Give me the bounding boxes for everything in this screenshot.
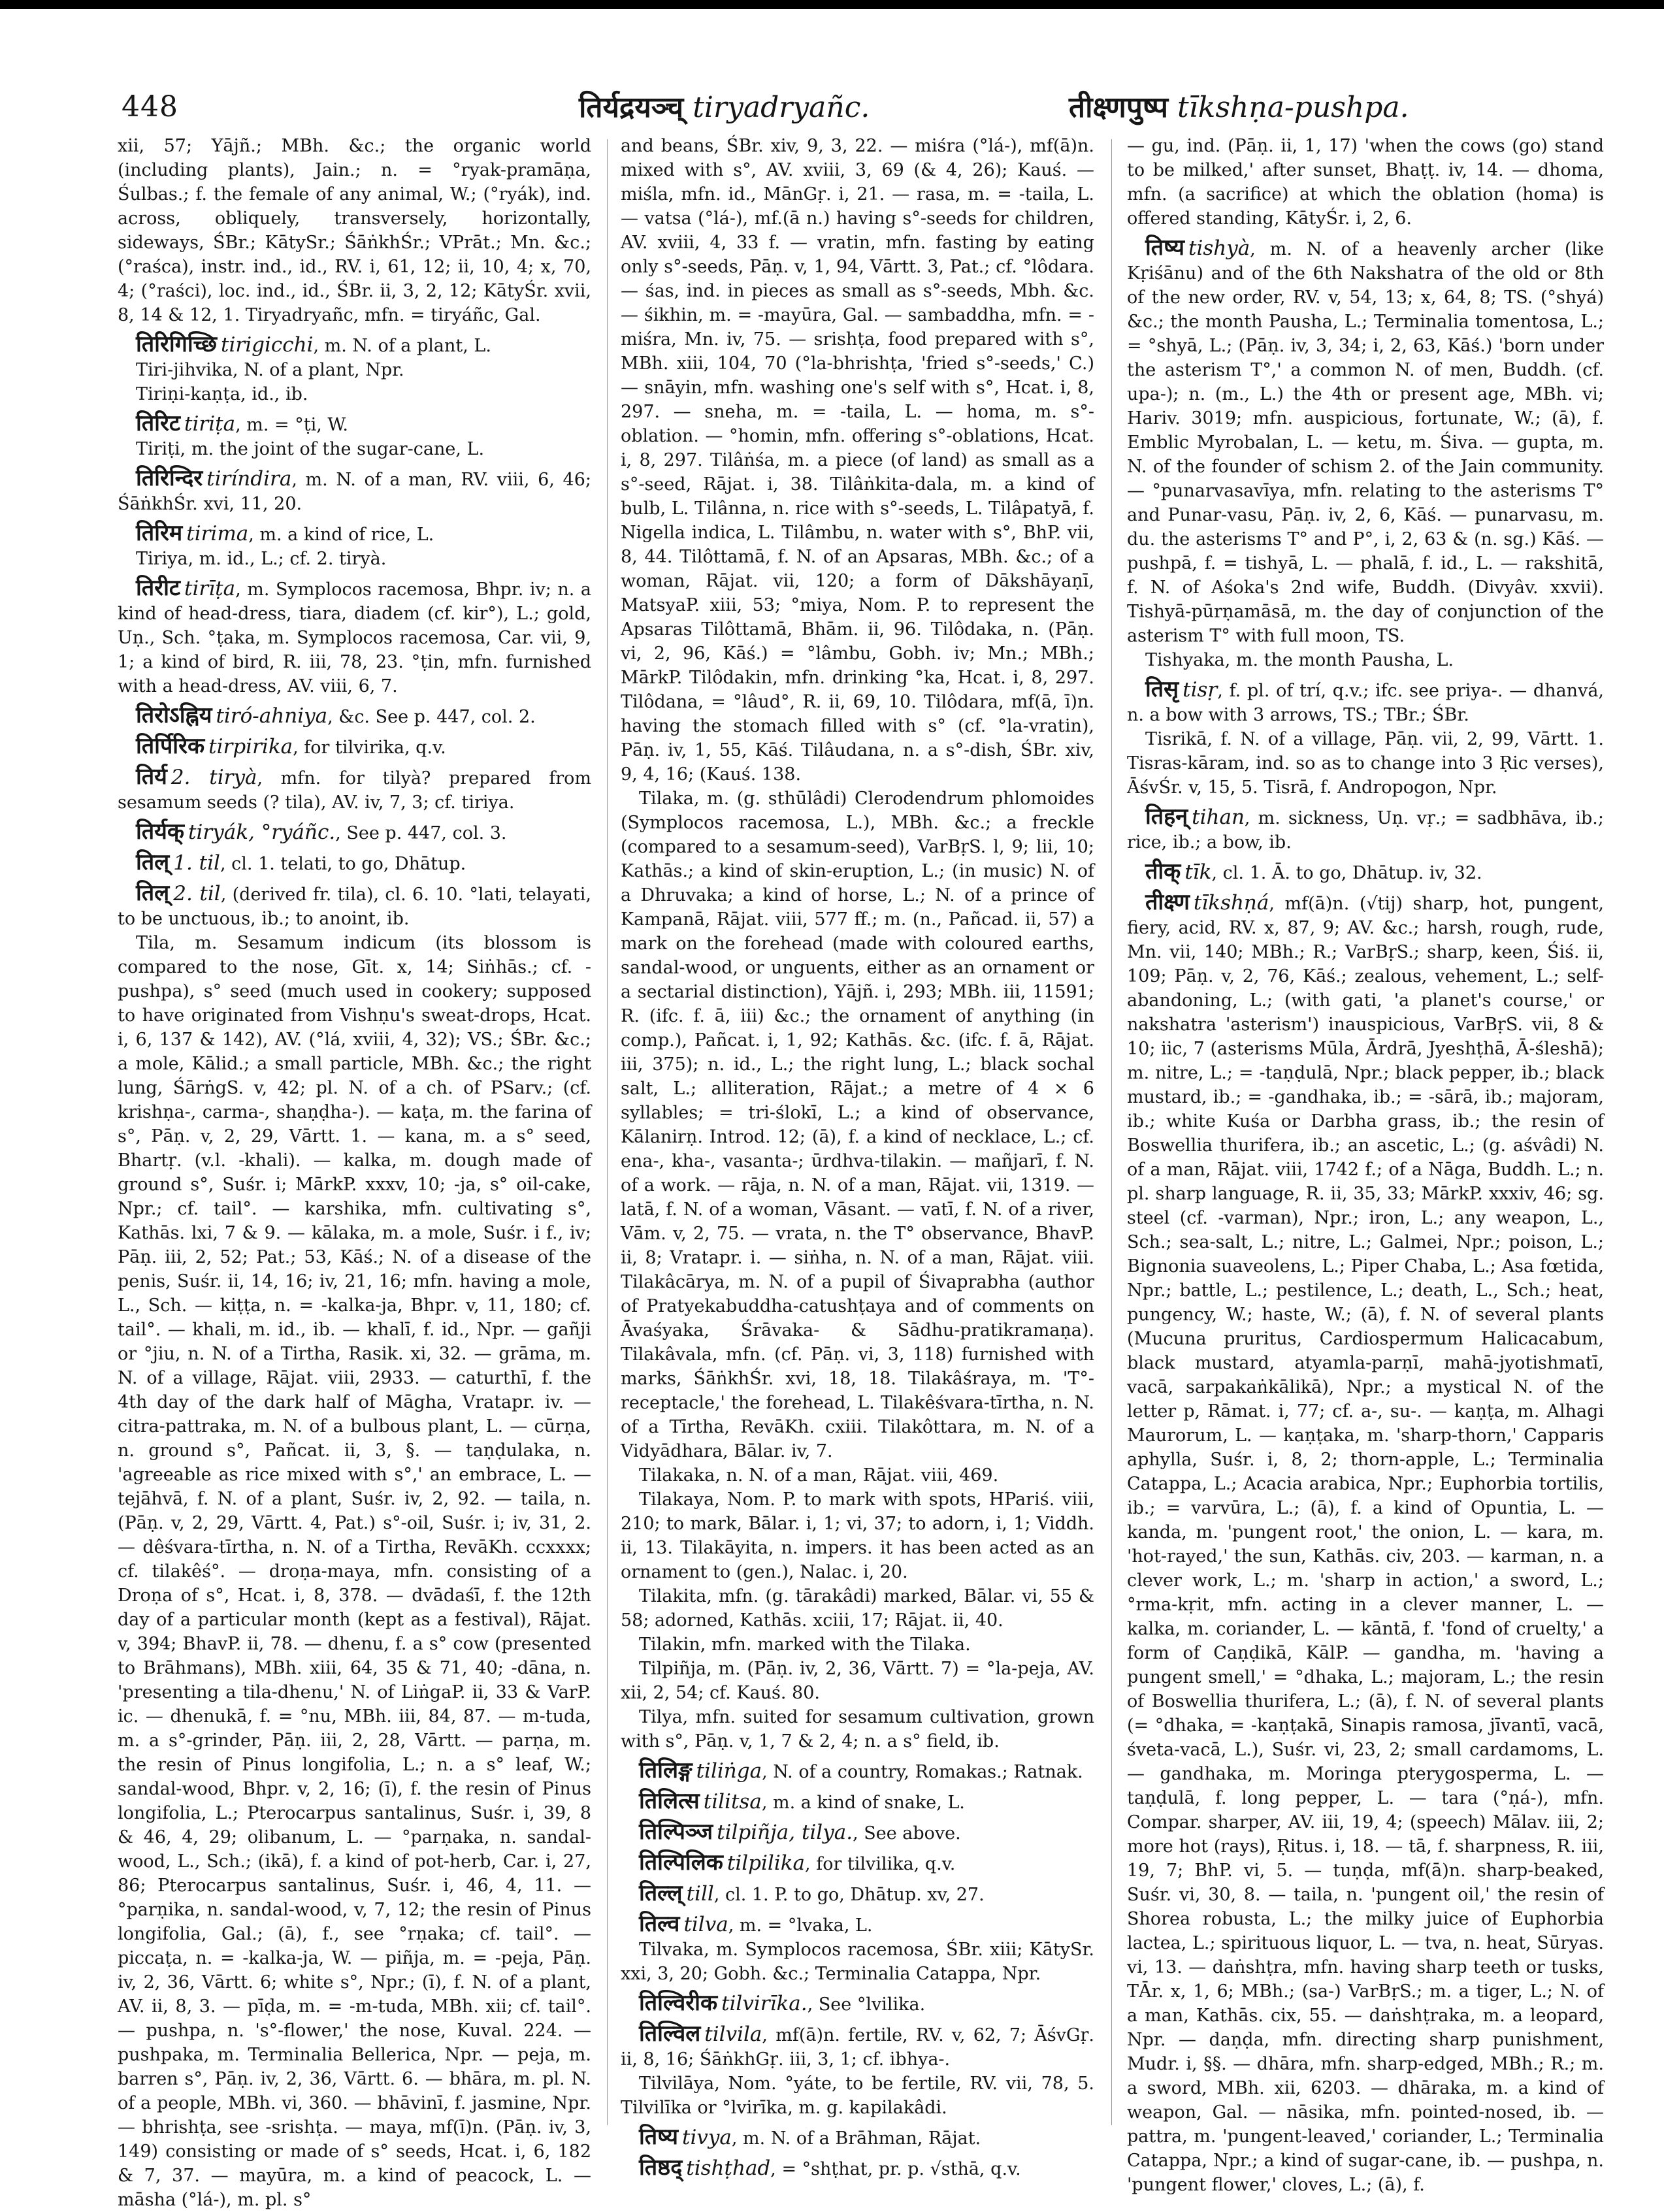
headword-entry: तिल् 1. til, cl. 1. telati, to go, Dhātup.: [136, 849, 466, 875]
headword-entry: तिर्पिरिक tirpirika, for tilvirika, q.v.: [136, 733, 446, 759]
headword-devanagari: तिर्य: [136, 764, 167, 790]
headword-entry: तीक् tīk, cl. 1. Ā. to go, Dhātup. iv, 32.: [1145, 858, 1482, 885]
headword-devanagari: तीक्ष्ण: [1145, 889, 1190, 915]
headword-entry: तिर्यक् tiryák, °ryáñc., See p. 447, col. 3.: [136, 819, 507, 845]
dictionary-entry: xii, 57; Yājñ.; MBh. &c.; the organic world (including plants), Jain.; n. = °ryak-pramāṇa, Śulbas.; f. the female of any animal, W.; (°ryák), ind. across, obliquely, transversely, horizontally, sideways, ŚBr.; KātySr.; ŚāṅkhŚr.; VPrāt.; Mn. &c.; (°raśca), instr. ind., id., RV. i, 61, 12; ii, 10, 4; x, 70, 4; (°raści), loc. ind., id., ŚBr. ii, 3, 2, 12; KātyŚr. xvii, 8, 14 & 12, 1. Tiryadryañc, mfn. = tiryáñc, Gal.: [118, 136, 591, 325]
entry-gloss: m. sickness, Uṇ. vṛ.; = sadbhāva, ib.; rice, ib.; a bow, ib.: [1127, 808, 1604, 853]
entry-gloss: m. a kind of rice, L.: [259, 525, 434, 545]
left-head-translit: tiryadryañc.: [693, 91, 870, 124]
dictionary-entry: Tiri-jihvika, N. of a plant, Npr.: [136, 360, 404, 380]
headword-translit: tilpiñja, tilya.: [717, 1821, 853, 1844]
headword-devanagari: तीक्: [1145, 858, 1181, 885]
dictionary-entry: Tiriṇi-kaṇṭa, id., ib.: [136, 384, 308, 404]
headword-entry: तिष्य tivya, m. N. of a Brāhman, Rājat.: [639, 2124, 981, 2150]
headword-devanagari: तिरोऽह्निय: [136, 702, 212, 728]
dictionary-entry: Tilakaya, Nom. P. to mark with spots, HPariś. viii, 210; to mark, Bālar. i, 1; vi, 37; to adorn, i, 1; Viddh. ii, 13. Tilakāyita, n. impers. it has been acted as an ornament to (gen.), Nalac. i, 20.: [621, 1489, 1094, 1582]
headword-entry: तिरोऽह्निय tiró-ahniya, &c. See p. 447, col. 2.: [136, 702, 536, 728]
dictionary-entry: Tilpiñja, m. (Pāṇ. iv, 2, 36, Vārtt. 7) = °la-peja, AV. xii, 2, 54; cf. Kauś. 80.: [621, 1659, 1094, 1703]
headword-entry: तिल् 2. til, (derived fr. tila), cl. 6. 10. °lati, telayati, to be unctuous, ib.; to anoint, ib.: [118, 880, 591, 929]
dictionary-entry: Tila, m. Sesamum indicum (its blossom is compared to the nose, Gīt. x, 14; Siṅhās.; cf. -pushpa), s° seed (much used in cookery; supposed to have originated from Vishṇu's sweat-drops, Hcat. i, 6, 137 & 142), AV. (°lá, xviii, 4, 32); VS.; ŚBr. &c.; a mole, Kālid.; a small particle, MBh. &c.; the right lung, ŚārṅgS. v, 42; pl. N. of a ch. of PSarv.; (cf. krishṇa-, carma-, shaṇḍha-). — kaṭa, m. the farina of s°, Pāṇ. v, 2, 29, Vārtt. 1. — kana, m. a s° seed, Bhartṛ. (v.l. -khali). — kalka, m. dough made of ground s°, Suśr. i; MārkP. xxxv, 10; -ja, s° oil-cake, Npr.; cf. tail°. — karshika, mfn. cultivating s°, Kathās. lxi, 7 & 9. — kālaka, m. a mole, Suśr. i f., iv; Pāṇ. iii, 2, 52; Pat.; 53, Kāś.; N. of a disease of the penis, Suśr. ii, 14, 16; iv, 21, 16; mfn. having a mole, L., Sch. — kiṭṭa, n. = -kalka-ja, Bhpr. v, 11, 180; cf. tail°. — khali, m. id., ib. — khalī, f. id., Npr. — gañji or °jiu, n. N. of a Tirtha, Rasik. xi, 32. — grāma, m. N. of a village, Rājat. viii, 2933. — caturthī, f. the 4th day of the dark half of Māgha, Vratapr. iv. — citra-pattraka, m. N. of a bulbous plant, L. — cūrṇa, n. ground s°, Pañcat. ii, 3, §. — taṇḍulaka, n. 'agreeable as rice mixed with s°,' an embrace, L. — tejāhvā, f. N. of a plant, Suśr. iv, 2, 92. — taila, n. (Pāṇ. v, 2, 29, Vārtt. 4, Pat.) s°-oil, Suśr. i; iv, 31, 2. — dêśvara-tīrtha, n. N. of a Tirtha, RevāKh. ccxxxx; cf. tilakêś°. — droṇa-maya, mfn. consisting of a Droṇa of s°, Hcat. i, 8, 378. — dvādaśī, f. the 12th day of a particular month (kept as a festival), Rājat. v, 394; BhavP. ii, 78. — dhenu, f. a s° cow (presented to Brāhmans), MBh. xiii, 64, 35 & 71, 40; -dāna, n. 'presenting a tila-dhenu,' N. of LiṅgaP. ii, 33 & VarP. ic. — dhenukā, f. = °nu, MBh. iii, 84, 87. — m-tuda, m. a s°-grinder, Pāṇ. iii, 2, 28, Vārtt. — parṇa, m. the resin of Pinus longifolia, L.; n. a s° leaf, W.; sandal-wood, Bhpr. v, 2, 16; (ī), f. the resin of Pinus longifolia, L.; Pterocarpus santalinus, Suśr. i, 39, 8 & 46, 4, 29; olibanum, L. — °parṇaka, n. sandal-wood, L., Sch.; (ikā), f. a kind of pot-herb, Car. i, 27, 86; Pterocarpus santalinus, Suśr. i, 46, 4, 11. — °parṇika, n. sandal-wood, v, 7, 12; the resin of Pinus longifolia, Gal.; (ā), f., see °rṇaka; cf. tail°. — piccaṭa, n. = -kalka-ja, W. — piñja, m. = -peja, Pāṇ. iv, 2, 36, Vārtt. 6; white s°, Npr.; (ī), f. N. of a plant, AV. ii, 8, 3. — pīḍa, m. = -m-tuda, MBh. xii; cf. tail°. — pushpa, n. 's°-flower,' the nose, Kuval. 224. — pushpaka, m. Terminalia Bellerica, Npr. — peja, m. barren s°, Pāṇ. iv, 2, 36, Vārtt. 6. — bhāra, m. pl. N. of a people, MBh. vi, 360. — bhāvinī, f. jasmine, Npr. — bhrishṭa, see -srishṭa. — maya, mf(ī)n. (Pāṇ. iv, 3, 149) consisting or made of s° seeds, Hcat. i, 6, 182 & 7, 37. — mayūra, m. a kind of peacock, L. — māsha (°lá-), m. pl. s°: [118, 933, 591, 2210]
entry-gloss: cl. 1. Ā. to go, Dhātup. iv, 32.: [1222, 863, 1482, 883]
headword-translit: tishṭhad: [686, 2156, 771, 2180]
dictionary-entry: Tiriya, m. id., L.; cf. 2. tiryà.: [136, 549, 387, 569]
entry-gloss: = °shṭhat, pr. p. √sthā, q.v.: [781, 2159, 1021, 2179]
headword-devanagari: तिष्य: [1145, 235, 1184, 261]
headword-devanagari: तिल्पिलिक: [639, 1849, 723, 1876]
headword-devanagari: तिर्यक्: [136, 819, 185, 845]
headword-entry: तिलित्स tilitsa, m. a kind of snake, L.: [639, 1788, 965, 1814]
entry-gloss: mf(ā)n. fertile, RV. v, 62, 7; ĀśvGṛ. ii, 8, 16; ŚāṅkhGṛ. iii, 3, 1; cf. ibhya-.: [621, 2025, 1094, 2070]
headword-entry: तिल्पिलिक tilpilika, for tilvilika, q.v.: [639, 1849, 956, 1876]
headword-entry: तिरिट tiriṭa, m. = °ṭi, W.: [136, 410, 349, 436]
headword-translit: tiryák, °ryáñc.: [188, 821, 336, 844]
entry-gloss: m. Symplocos racemosa, Bhpr. iv; n. a kind of head-dress, tiara, diadem (cf. kir°), L.; gold, Uṇ., Sch. °ṭaka, m. Symplocos racemosa, Car. vii, 9, 1; a kind of bird, R. iii, 78, 23. °ṭin, mfn. furnished with a head-dress, AV. viii, 6, 7.: [118, 579, 591, 696]
headword-devanagari: तिरिट: [136, 410, 181, 436]
headword-translit: tīkshṇá: [1193, 891, 1269, 915]
dictionary-entry: Tilaka, m. (g. sthūlâdi) Clerodendrum phlomoides (Symplocos racemosa, L.), MBh. &c.; a freckle (compared to a sesamum-seed), VarBṛS. l, 9; lii, 10; Kathās.; a kind of skin-eruption, L.; (in music) N. of a Dhruvaka; a kind of horse, L.; N. of a prince of Kampanā, Rājat. viii, 577 ff.; m. (n., Pañcad. ii, 57) a mark on the forehead (made with coloured earths, sandal-wood, or unguents, either as an ornament or a sectarial distinction), Yājñ. i, 293; MBh. iii, 11591; R. (ifc. f. ā, iii) &c.; the ornament of anything (in comp.), Pañcat. i, 1, 92; Kathās. &c. (ifc. f. ā, Rājat. iii, 375); n. id., L.; the right lung, L.; black sochal salt, L.; alliteration, Rājat.; a metre of 4 × 6 syllables; = tri-ślokī, L.; a kind of observance, Kālanirṇ. Introd. 12; (ā), f. a kind of necklace, L.; cf. ena-, kha-, vasanta-; ūrdhva-tilakin. — mañjarī, f. N. of a work. — rāja, n. N. of a man, Rājat. vii, 1319. — latā, f. N. of a woman, Vāsant. — vatī, f. N. of a river, Vām. v, 2, 75. — vrata, n. the T° observance, BhavP. ii, 8; Vratapr. i. — siṅha, n. N. of a man, Rājat. viii. Tilakâcārya, m. N. of a pupil of Śivaprabha (author of Pratyekabuddha-catushṭaya and of comments on Āvaśyaka, Śrāvaka- & Sādhu-pratikramaṇa). Tilakâvala, mfn. (cf. Pāṇ. vi, 3, 118) furnished with marks, ŚāṅkhŚr. xvi, 18, 18. Tilakâśraya, m. 'T°-receptacle,' the forehead, L. Tilakêśvara-tīrtha, n. N. of a Tīrtha, RevāKh. cxiii. Tilakôttara, m. N. of a Vidyādhara, Bālar. iv, 7.: [621, 789, 1094, 1461]
headword-translit: tiriṭa: [184, 412, 236, 436]
headword-devanagari: तिल्: [136, 880, 170, 906]
column-divider: [607, 139, 608, 2125]
entry-gloss: m. N. of a Brāhman, Rājat.: [743, 2128, 981, 2149]
entry-gloss: for tilvilika, q.v.: [816, 1854, 956, 1874]
headword-translit: tiríndira: [206, 467, 292, 491]
headword-translit: tilvirīka.: [721, 1992, 808, 2015]
left-head-devanagari: तिर्यद्रयञ्च्: [579, 91, 684, 124]
entry-gloss: cl. 1. telati, to go, Dhātup.: [231, 854, 466, 874]
headword-devanagari: तिरिम: [136, 520, 183, 546]
dictionary-entry: Tilvilāya, Nom. °yáte, to be fertile, RV. vii, 78, 5. Tilvilīka or °lvirīka, m. g. kapilakâdi.: [621, 2074, 1094, 2118]
column-3: [1127, 134, 1605, 2195]
headword-entry: तिष्य tishyà, m. N. of a heavenly archer (like Kṛiśānu) and of the 6th Nakshatra of the old or 8th of the new order, RV. v, 54, 13; x, 64, 8; TS. (°shyá) &c.; the month Pausha, L.; Terminalia tomentosa, L.; = °shyā, L.; (Pāṇ. iv, 3, 34; i, 2, 63, Kāś.) 'born under the asterism T°,' a common N. of men, Buddh. (cf. upa-); n. (m., L.) the 4th or present age, MBh. vi; Hariv. 3019; mfn. auspicious, fortunate, W.; (ā), f. Emblic Myrobalan, L. — ketu, m. Śiva. — gupta, m. N. of the founder of schism 2. of the Jain community. — °punarvasavīya, mfn. relating to the asterisms T° and Punar-vasu, Pāṇ. iv, 2, 6, Kāś. — punarvasu, m. du. the asterisms T° and P°, i, 2, 63 & (n. sg.) Kāś. — pushpā, f. = tishyā, L. — phalā, f. id., L. — rakshitā, f. N. of Aśoka's 2nd wife, Buddh. (Divyâv. xxvii). Tishyā-pūrṇamāsā, m. the day of conjunction of the asterism T° with full moon, TS.: [1127, 235, 1604, 646]
headword-devanagari: तिल्ल्: [639, 1880, 683, 1906]
dictionary-entry: Tilakin, mfn. marked with the Tilaka.: [639, 1635, 971, 1655]
dictionary-columns: [118, 134, 1607, 2210]
headword-devanagari: तिल्व: [639, 1911, 680, 1937]
column-2: [621, 134, 1094, 2181]
dictionary-entry: Tilakaka, n. N. of a man, Rājat. viii, 469.: [639, 1465, 999, 1486]
entry-gloss: See above.: [864, 1823, 961, 1844]
headword-entry: तिल्व tilva, m. = °lvaka, L.: [639, 1911, 873, 1937]
dictionary-entry: Tilya, mfn. suited for sesamum cultivation, grown with s°, Pāṇ. v, 1, 7 & 2, 4; n. a s° field, ib.: [621, 1707, 1094, 1751]
headword-devanagari: तिरीट: [136, 575, 181, 601]
dictionary-entry: Tilvaka, m. Symplocos racemosa, ŚBr. xiii; KātySr. xxi, 3, 20; Gobh. &c.; Terminalia Catappa, Npr.: [621, 1940, 1094, 1984]
headword-translit: tirīṭa: [184, 577, 236, 600]
dictionary-entry: Tisrikā, f. N. of a village, Pāṇ. vii, 2, 99, Vārtt. 1. Tisras-kāram, ind. so as to change into 3 Ṛic verses), ĀśvŚr. v, 15, 5. Tisrā, f. Andropogon, Npr.: [1127, 729, 1604, 798]
headword-entry: तिसृ tisṛ, f. pl. of trí, q.v.; ifc. see priya-. — dhanvá, n. a bow with 3 arrows, TS.; TBr.; ŚBr.: [1127, 676, 1604, 725]
headword-entry: तिहन् tihan, m. sickness, Uṇ. vṛ.; = sadbhāva, ib.; rice, ib.; a bow, ib.: [1127, 804, 1604, 853]
headword-devanagari: तिल्विरीक: [639, 1990, 718, 2016]
headword-devanagari: तिल्विल: [639, 2021, 701, 2047]
right-running-head: [1069, 86, 1409, 125]
entry-gloss: m. a kind of snake, L.: [773, 1793, 965, 1813]
headword-devanagari: तिलिङ्ग: [639, 1757, 693, 1783]
entry-gloss: mf(ā)n. (√tij) sharp, hot, pungent, fiery, acid, RV. x, 87, 9; AV. &c.; harsh, rough, rude, Mn. vii, 140; MBh.; R.; VarBṛS.; sharp, keen, Śiś. ii, 109; Pāṇ. v, 2, 76, Kāś.; zealous, vehement, L.; self-abandoning, L.; (with gati, 'a planet's course,' or nakshatra 'asterism') inauspicious, VarBṛS. vii, 8 & 10; iic, 7 (asterisms Mūla, Ārdrā, Jyeshṭhā, Ā-śleshā); m. nitre, L.; = -taṇḍulā, Npr.; black pepper, ib.; black mustard, ib.; = -gandhaka, ib.; = -sārā, ib.; majoram, ib.; white Kuśa or Darbha grass, ib.; the resin of Boswellia thurifera, ib.; an ascetic, L.; (g. aśvâdi) N. of a man, Rājat. viii, 1742 f.; of a Nāga, Buddh. L.; n. pl. sharp language, R. ii, 35, 33; MārkP. xxxiv, 46; sg. steel (cf. -varman), Npr.; iron, L.; any weapon, L., Sch.; sea-salt, L.; nitre, L.; Galmei, Npr.; poison, L.; Bignonia suaveolens, L.; Piper Chaba, L.; Asa fœtida, Npr.; battle, L.; pestilence, L.; death, L., Sch.; heat, pungency, W.; haste, W.; (ā), f. N. of several plants (Mucuna pruritus, Cardiospermum Halicacabum, black mustard, atyamla-parṇī, mahā-jyotishmatī, vacā, sarpakaṅkālikā), Npr.; a mystical N. of the letter p, Rāmat. i, 77; cf. a-, su-. — kaṇṭa, m. Alhagi Maurorum, L. — kaṇṭaka, m. 'sharp-thorn,' Capparis aphylla, Suśr. i, 8, 2; thorn-apple, L.; Terminalia Catappa, L.; Acacia arabica, Npr.; Euphorbia tortilis, ib.; = varvūra, L.; (ā), f. a kind of Opuntia, L. — kanda, m. 'pungent root,' the onion, L. — kara, m. 'hot-rayed,' the sun, Kathās. civ, 203. — karman, n. a clever work, L.; m. 'sharp in action,' a sword, L.; °rma-kṛit, mfn. acting in a clever manner, L. — kalka, m. coriander, L. — kāntā, f. 'fond of cruelty,' a form of Caṇḍikā, KālP. — gandha, m. 'having a pungent smell,' = °dhaka, L.; majoram, L.; the resin of Boswellia thurifera, L.; (ā), f. N. of several plants (= °dhaka, = -kaṇṭakā, Sinapis ramosa, jīvantī, vacā, śveta-vacā, L.), Suśr. vi, 23, 2; small cardamoms, L. — gandhaka, m. Moringa pterygosperma, L. — taṇḍulā, f. long pepper, L. — tara (°ṇá-), mfn. Compar. sharper, AV. iii, 19, 4; (speech) Mālav. iii, 2; more hot (rays), Ṛitus. i, 18. — tā, f. sharpness, R. iii, 19, 7; BhP. vi, 5. — tuṇḍa, mf(ā)n. sharp-beaked, Suśr. vi, 30, 8. — taila, n. 'pungent oil,' the resin of Shorea robusta, L.; the milky juice of Euphorbia lactea, L.; spirituous liquor, L. — tva, n. heat, Sūryas. vi, 13. — daṅshṭra, mfn. having sharp teeth or tusks, TĀr. x, 1, 6; MBh.; (sa-) VarBṛS.; m. a tiger, L.; N. of a man, Kathās. cix, 55. — daṅshṭraka, m. a leopard, Npr. — daṇḍa, mfn. directing sharp punishment, Mudr. i, §§. — dhāra, mfn. sharp-edged, MBh.; R.; m. a sword, MBh. xii, 6203. — dhāraka, m. a kind of weapon, Gal. — nāsika, mfn. pointed-nosed, ib. — pattra, m. 'pungent-leaved,' coriander, L.; Terminalia Catappa, Npr.; a kind of sugar-cane, ib. — pushpa, n. 'pungent flower,' cloves, L.; (ā), f.: [1127, 894, 1605, 2195]
headword-devanagari: तिरिन्दिर: [136, 465, 203, 491]
left-running-head: [579, 86, 870, 125]
headword-translit: tishyà: [1188, 236, 1250, 260]
entry-gloss: m. = °ṭi, W.: [246, 415, 349, 435]
headword-translit: 2. tiryà: [171, 766, 257, 789]
headword-translit: tilva: [683, 1913, 728, 1936]
headword-devanagari: तिल्पिञ्ज: [639, 1819, 713, 1845]
headword-translit: tilitsa: [703, 1790, 762, 1814]
dictionary-entry: Tiriṭi, m. the joint of the sugar-cane, L.: [136, 439, 485, 459]
headword-devanagari: तिर्पिरिक: [136, 733, 205, 759]
headword-translit: tiliṅga: [696, 1759, 762, 1783]
column-divider: [1111, 139, 1112, 2125]
headword-translit: tivya: [681, 2126, 732, 2149]
headword-entry: तिरिगिच्छि tirigicchi, m. N. of a plant, L.: [136, 331, 491, 357]
headword-entry: तीक्ष्ण tīkshṇá, mf(ā)n. (√tij) sharp, hot, pungent, fiery, acid, RV. x, 87, 9; AV. &c.; harsh, rough, rude, Mn. vii, 140; MBh.; R.; VarBṛS.; sharp, keen, Śiś. ii, 109; Pāṇ. v, 2, 76, Kāś.; zealous, vehement, L.; self-abandoning, L.; (with gati, 'a planet's course,' or nakshatra 'asterism') inauspicious, VarBṛS. vii, 8 & 10; iic, 7 (asterisms Mūla, Ārdrā, Jyeshṭhā, Ā-śleshā); m. nitre, L.; = -taṇḍulā, Npr.; black pepper, ib.; black mustard, ib.; = -gandhaka, ib.; = -sārā, ib.; majoram, ib.; white Kuśa or Darbha grass, ib.; the resin of Boswellia thurifera, ib.; an ascetic, L.; (g. aśvâdi) N. of a man, Rājat. viii, 1742 f.; of a Nāga, Buddh. L.; n. pl. sharp language, R. ii, 35, 33; MārkP. xxxiv, 46; sg. steel (cf. -varman), Npr.; iron, L.; any weapon, L., Sch.; sea-salt, L.; nitre, L.; Galmei, Npr.; poison, L.; Bignonia suaveolens, L.; Piper Chaba, L.; Asa fœtida, Npr.; battle, L.; pestilence, L.; death, L., Sch.; heat, pungency, W.; haste, W.; (ā), f. N. of several plants (Mucuna pruritus, Cardiospermum Halicacabum, black mustard, atyamla-parṇī, mahā-jyotishmatī, vacā, sarpakaṅkālikā), Npr.; a mystical N. of the letter p, Rāmat. i, 77; cf. a-, su-. — kaṇṭa, m. Alhagi Maurorum, L. — kaṇṭaka, m. 'sharp-thorn,' Capparis aphylla, Suśr. i, 8, 2; thorn-apple, L.; Terminalia Catappa, L.; Acacia arabica, Npr.; Euphorbia tortilis, ib.; = varvūra, L.; (ā), f. a kind of Opuntia, L. — kanda, m. 'pungent root,' the onion, L. — kara, m. 'hot-rayed,' the sun, Kathās. civ, 203. — karman, n. a clever work, L.; m. 'sharp in action,' a sword, L.; °rma-kṛit, mfn. acting in a clever manner, L. — kalka, m. coriander, L. — kāntā, f. 'fond of cruelty,' a form of Caṇḍikā, KālP. — gandha, m. 'having a pungent smell,' = °dhaka, L.; majoram, L.; the resin of Boswellia thurifera, L.; (ā), f. N. of several plants (= °dhaka, = -kaṇṭakā, Sinapis ramosa, jīvantī, vacā, śveta-vacā, L.), Suśr. vi, 23, 2; small cardamoms, L. — gandhaka, m. Moringa pterygosperma, L. — taṇḍulā, f. long pepper, L. — tara (°ṇá-), mfn. Compar. sharper, AV. iii, 19, 4; (speech) Mālav. iii, 2; more hot (rays), Ṛitus. i, 18. — tā, f. sharpness, R. iii, 19, 7; BhP. vi, 5. — tuṇḍa, mf(ā)n. sharp-beaked, Suśr. vi, 30, 8. — taila, n. 'pungent oil,' the resin of Shorea robusta, L.; the milky juice of Euphorbia lactea, L.; spirituous liquor, L. — tva, n. heat, Sūryas. vi, 13. — daṅshṭra, mfn. having sharp teeth or tusks, TĀr. x, 1, 6; MBh.; (sa-) VarBṛS.; m. a tiger, L.; N. of a man, Kathās. cix, 55. — daṅshṭraka, m. a leopard, Npr. — daṇḍa, mfn. directing sharp punishment, Mudr. i, §§. — dhāra, mfn. sharp-edged, MBh.; R.; m. a sword, MBh. xii, 6203. — dhāraka, m. a kind of weapon, Gal. — nāsika, mfn. pointed-nosed, ib. — pattra, m. 'pungent-leaved,' coriander, L.; Terminalia Catappa, Npr.; a kind of sugar-cane, ib. — pushpa, n. 'pungent flower,' cloves, L.; (ā), f.: [1127, 889, 1605, 2195]
entry-gloss: m. N. of a man, RV. viii, 6, 46; ŚāṅkhŚr. xvi, 11, 20.: [118, 470, 592, 514]
headword-devanagari: तिल्: [136, 849, 170, 875]
headword-translit: tirigicchi: [221, 333, 314, 357]
page-number: 448: [122, 90, 178, 123]
headword-translit: 2. til: [173, 882, 221, 905]
entry-gloss: N. of a country, Romakas.; Ratnak.: [773, 1762, 1083, 1782]
headword-devanagari: तिसृ: [1145, 676, 1179, 702]
dictionary-entry: Tilakita, mfn. (g. tārakâdi) marked, Bālar. vi, 55 & 58; adorned, Kathās. xciii, 17; Rājat. ii, 40.: [621, 1586, 1094, 1631]
entry-gloss: mfn. for tilyà? prepared from sesamum seeds (? tila), AV. iv, 7, 3; cf. tiriya.: [118, 768, 591, 813]
headword-entry: तिल्ल् till, cl. 1. P. to go, Dhātup. xv, 27.: [639, 1880, 985, 1906]
headword-entry: तिल्विल tilvila, mf(ā)n. fertile, RV. v, 62, 7; ĀśvGṛ. ii, 8, 16; ŚāṅkhGṛ. iii, 3, 1; cf. ibhya-.: [621, 2021, 1094, 2070]
column-1: [118, 134, 592, 2210]
headword-translit: tilvila: [704, 2023, 762, 2046]
scan-top-border: [0, 0, 1664, 9]
entry-gloss: See °lvilika.: [818, 1994, 926, 2015]
headword-entry: तिर्य 2. tiryà, mfn. for tilyà? prepared from sesamum seeds (? tila), AV. iv, 7, 3; cf. tiriya.: [118, 764, 591, 813]
entry-gloss: &c. See p. 447, col. 2.: [338, 707, 536, 727]
headword-devanagari: तिलित्स: [639, 1788, 700, 1814]
dictionary-entry: — gu, ind. (Pāṇ. ii, 1, 17) 'when the cows (go) stand to be milked,' after sunset, Bhaṭṭ. iv, 14. — dhoma, mfn. (a sacrifice) at which the oblation (homa) is offered standing, KātyŚr. i, 2, 6.: [1127, 136, 1604, 229]
headword-translit: tihan: [1192, 805, 1245, 829]
entry-gloss: See p. 447, col. 3.: [346, 823, 507, 843]
entry-gloss: m. = °lvaka, L.: [739, 1915, 873, 1936]
headword-devanagari: तिष्ठद्: [639, 2155, 683, 2181]
headword-translit: tirpirika: [208, 735, 293, 758]
headword-entry: तिरिम tirima, m. a kind of rice, L.: [136, 520, 434, 546]
right-head-translit: tīkshṇa-pushpa.: [1177, 91, 1409, 124]
entry-gloss: (derived fr. tila), cl. 6. 10. °lati, telayati, to be unctuous, ib.; to anoint, ib.: [118, 885, 591, 929]
entry-gloss: for tilvirika, q.v.: [304, 738, 446, 758]
headword-translit: 1. til: [173, 851, 220, 875]
headword-entry: तिष्ठद् tishṭhad, = °shṭhat, pr. p. √sthā, q.v.: [639, 2155, 1021, 2181]
headword-translit: tilpilika: [726, 1851, 806, 1875]
headword-translit: tīk: [1184, 860, 1212, 884]
entry-gloss: f. pl. of trí, q.v.; ifc. see priya-. — dhanvá, n. a bow with 3 arrows, TS.; TBr.; ŚBr.: [1127, 681, 1604, 725]
headword-devanagari: तिरिगिच्छि: [136, 331, 217, 357]
headword-entry: तिल्विरीक tilvirīka., See °lvilika.: [639, 1990, 926, 2016]
entry-gloss: m. N. of a heavenly archer (like Kṛiśānu) and of the 6th Nakshatra of the old or 8th of the new order, RV. v, 54, 13; x, 64, 8; TS. (°shyá) &c.; the month Pausha, L.; Terminalia tomentosa, L.; = °shyā, L.; (Pāṇ. iv, 3, 34; i, 2, 63, Kāś.) 'born under the asterism T°,' a common N. of men, Buddh. (cf. upa-); n. (m., L.) the 4th or present age, MBh. vi; Hariv. 3019; mfn. auspicious, fortunate, W.; (ā), f. Emblic Myrobalan, L. — ketu, m. Śiva. — gupta, m. N. of the founder of schism 2. of the Jain community. — °punarvasavīya, mfn. relating to the asterisms T° and Punar-vasu, Pāṇ. iv, 2, 6, Kāś. — punarvasu, m. du. the asterisms T° and P°, i, 2, 63 & (n. sg.) Kāś. — pushpā, f. = tishyā, L. — phalā, f. id., L. — rakshitā, f. N. of Aśoka's 2nd wife, Buddh. (Divyâv. xxvii). Tishyā-pūrṇamāsā, m. the day of conjunction of the asterism T° with full moon, TS.: [1127, 239, 1604, 646]
headword-entry: तिलिङ्ग tiliṅga, N. of a country, Romakas.; Ratnak.: [639, 1757, 1083, 1783]
right-head-devanagari: तीक्ष्णपुष्प: [1069, 91, 1169, 124]
headword-translit: tiró-ahniya: [216, 704, 328, 728]
page-header: [122, 78, 1598, 137]
headword-devanagari: तिहन्: [1145, 804, 1188, 830]
headword-entry: तिल्पिञ्ज tilpiñja, tilya., See above.: [639, 1819, 961, 1845]
dictionary-entry: and beans, ŚBr. xiv, 9, 3, 22. — miśra (°lá-), mf(ā)n. mixed with s°, AV. xviii, 3, 69 (& 4, 26); Kauś. — miśla, mfn. id., MānGṛ. i, 21. — rasa, m. = -taila, L. — vatsa (°lá-), mf.(ā n.) having s°-seeds for children, AV. xviii, 4, 33 f. — vratin, mfn. fasting by eating only s°-seeds, Pāṇ. v, 1, 94, Vārtt. 3, Pat.; cf. °lôdara. — śas, ind. in pieces as small as s°-seeds, Mbh. &c. — śikhin, m. = -mayūra, Gal. — sambaddha, mfn. = -miśra, Mn. iv, 75. — srishṭa, food prepared with s°, MBh. xiii, 104, 70 (°la-bhrishṭa, 'fried s°-seeds,' C.) — snāyin, mfn. washing one's self with s°, Hcat. i, 8, 297. — sneha, m. = -taila, L. — homa, m. s°-oblation. — °homin, mfn. offering s°-oblations, Hcat. i, 8, 297. Tilâṅśa, m. a piece (of land) as small as a s°-seed, Rājat. i, 38. Tilâṅkita-dala, m. a kind of bulb, L. Tilânna, n. rice with s°-seeds, L. Tilâpatyā, f. Nigella indica, L. Tilâmbu, n. water with s°, BhP. vii, 8, 44. Tilôttamā, f. N. of an Apsaras, MBh. &c.; of a woman, Rājat. vii, 120; a form of Dākshāyaṇī, MatsyaP. xiii, 53; °miya, Nom. P. to represent the Apsaras Tilôttamā, Bhām. ii, 96. Tilôdaka, n. (Pāṇ. vi, 2, 96, Kāś.) = °lâmbu, Gobh. iv; Mn.; MBh.; MārkP. Tilôdakin, mfn. drinking °ka, Hcat. i, 8, 297. Tilôdana, = °lâud°, R. ii, 69, 10. Tilôdara, mf(ā, ī)n. having the stomach filled with s° (cf. °la-vratin), Pāṇ. iv, 1, 55, Kāś. Tilâudana, n. a s°-dish, ŚBr. xiv, 9, 4, 16; (Kauś. 138.: [621, 136, 1094, 785]
headword-devanagari: तिष्य: [639, 2124, 678, 2150]
entry-gloss: m. N. of a plant, L.: [324, 336, 491, 356]
headword-translit: tirima: [186, 522, 249, 545]
entry-gloss: cl. 1. P. to go, Dhātup. xv, 27.: [725, 1885, 985, 1905]
headword-translit: till: [686, 1882, 714, 1906]
headword-entry: तिरिन्दिर tiríndira, m. N. of a man, RV. viii, 6, 46; ŚāṅkhŚr. xvi, 11, 20.: [118, 465, 592, 514]
dictionary-entry: Tishyaka, m. the month Pausha, L.: [1145, 650, 1454, 670]
headword-entry: तिरीट tirīṭa, m. Symplocos racemosa, Bhpr. iv; n. a kind of head-dress, tiara, diadem (cf. kir°), L.; gold, Uṇ., Sch. °ṭaka, m. Symplocos racemosa, Car. vii, 9, 1; a kind of bird, R. iii, 78, 23. °ṭin, mfn. furnished with a head-dress, AV. viii, 6, 7.: [118, 575, 591, 696]
headword-translit: tisṛ: [1183, 678, 1218, 702]
